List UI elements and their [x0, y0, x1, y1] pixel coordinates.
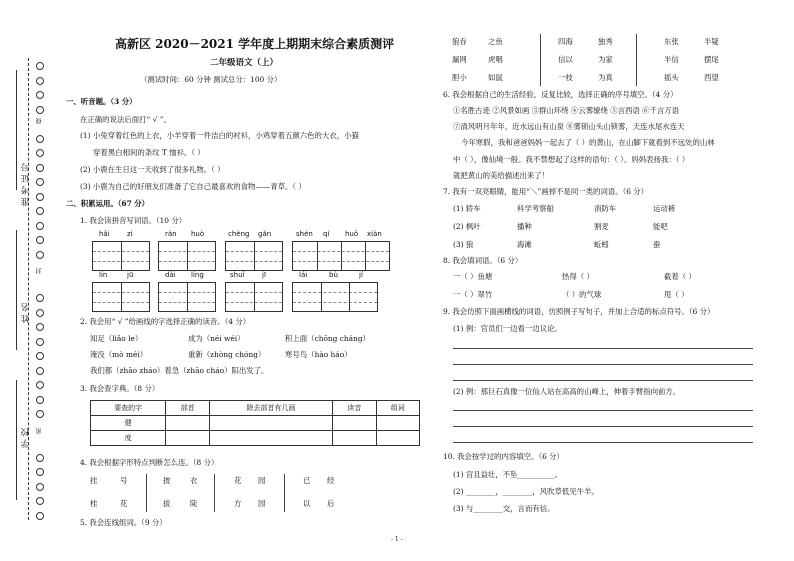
q6-passage-1: 今年寒假，我和爸爸妈妈一起去了（ ）的黄山，在山脚下就看到不远处的山林 [461, 138, 715, 147]
q7-word[interactable]: (1) 轿车 [453, 204, 481, 213]
q7-word[interactable]: 播种 [517, 222, 532, 231]
page-title: 高新区 2020－2021 学年度上期期末综合素质测评 [115, 37, 395, 51]
pinyin-box[interactable]: lín jū [92, 282, 150, 312]
binding-circle [36, 149, 44, 157]
q6-passage-2: 中（ ），像仙境一般。我不禁想起了这样的语句：（ ）。妈妈表扬我：（ ） [453, 155, 690, 164]
q6-options-2: ⑦清风明月年年，近水远山有山泉 ⑧雾锁山头山锁雾，天连水尾水连天 [453, 122, 685, 131]
q4-char[interactable]: 拔 [163, 499, 171, 508]
q10-prompt: 10. 我会按学过的内容填空。（6 分） [443, 452, 564, 461]
exam-meta: （测试时间：60 分钟 测试总分：100 分） [140, 75, 282, 84]
q10-item-3[interactable]: (3) 与________交，言而有信。 [453, 504, 555, 513]
binding-circle [36, 91, 44, 99]
answer-line[interactable] [453, 364, 753, 365]
answer-cell[interactable] [333, 431, 376, 446]
q4-char[interactable]: 以 [303, 499, 311, 508]
q7-word[interactable]: 能吧 [653, 222, 668, 231]
q2-item[interactable]: 淹没（mò méi） [90, 350, 148, 359]
q7-word[interactable]: 蚯蚓 [594, 240, 609, 249]
q4-char[interactable]: 经 [327, 476, 335, 485]
binding-circle [36, 178, 44, 186]
answer-cell[interactable] [209, 431, 332, 446]
q7-prompt: 7. 我有一双亮眼睛，能用“＼”画掉不是同一类的词语。（6 分） [443, 187, 649, 196]
answer-line[interactable] [453, 380, 753, 381]
pinyin-box[interactable]: chèng gǎn [225, 241, 283, 271]
answer-cell[interactable] [376, 431, 419, 446]
q8-blank[interactable]: 截着（ ） [664, 272, 696, 281]
q2-item[interactable]: 我们都（zhāo zháo）着急（zhāo cháo）阳出发了。 [90, 366, 269, 375]
q7-word[interactable]: 割麦 [594, 222, 609, 231]
table-header: 除去部首有几画 [209, 401, 332, 416]
match-word[interactable]: 漏网 [452, 55, 467, 64]
match-word[interactable]: 半疑 [704, 37, 719, 46]
pinyin-box[interactable]: hǎi zi [92, 241, 150, 271]
page-number: - 1 - [391, 536, 403, 543]
table-header: 读音 [333, 401, 376, 416]
answer-cell[interactable] [333, 416, 376, 431]
q8-blank[interactable]: 甩（ ） [664, 290, 689, 299]
q4-char[interactable]: 陡 [190, 499, 198, 508]
s2-question-2: 2. 我会用“ √ ”给画线的字选择正确的读音。（4 分） [80, 317, 251, 326]
s2-question-5: 5. 我会连线组词。（9 分） [80, 518, 167, 527]
q7-word[interactable]: 蚕 [653, 240, 661, 249]
match-word[interactable]: 之鱼 [488, 37, 503, 46]
pinyin-box[interactable]: dài líng [158, 282, 216, 312]
q4-char[interactable]: 方 [234, 499, 242, 508]
match-word[interactable]: 为家 [598, 55, 613, 64]
binding-circle [36, 164, 44, 172]
match-word[interactable]: 胆小 [452, 73, 467, 82]
q8-blank[interactable]: 热得（ ） [562, 272, 594, 281]
q4-char[interactable]: 挂 [90, 476, 98, 485]
q7-word[interactable]: 海滩 [517, 240, 532, 249]
s1-question-3: (3) 小鹿为自己的好朋友们准备了它自己最喜欢的食物——青草。（ ） [80, 182, 306, 191]
answer-cell[interactable] [209, 416, 332, 431]
s1-question-1b: 穿着黑白相间的条纹 T 恤衫。（ ） [93, 148, 205, 157]
answer-line[interactable] [453, 426, 753, 427]
match-word[interactable]: 如鼠 [488, 73, 503, 82]
answer-line[interactable] [453, 442, 753, 443]
binding-circle [36, 193, 44, 201]
table-row [91, 416, 420, 431]
q7-word[interactable]: 运动裤 [653, 204, 676, 213]
binding-circle [36, 207, 44, 215]
seat-number-label: 准考证号 [21, 160, 31, 206]
q2-item[interactable]: 知足（liǎo le） [90, 334, 143, 343]
table-cell: 健 [91, 416, 166, 431]
answer-cell[interactable] [166, 431, 209, 446]
q7-word[interactable]: (3) 狼 [453, 240, 474, 249]
binding-circle [36, 236, 44, 244]
q7-word[interactable]: 科学考察船 [517, 204, 554, 213]
match-word[interactable]: 信以 [558, 55, 573, 64]
binding-circle [36, 62, 44, 70]
section2-heading: 二、积累运用。（67 分） [66, 199, 150, 208]
binding-circle [36, 367, 44, 375]
q4-char[interactable]: 花 [234, 476, 242, 485]
match-word[interactable]: 为真 [598, 73, 613, 82]
match-word[interactable]: 独秀 [598, 37, 613, 46]
match-word[interactable]: 狼吞 [452, 37, 467, 46]
binding-circle [36, 396, 44, 404]
table-header: 部首 [166, 401, 209, 416]
binding-circle [36, 468, 44, 476]
binding-circle [36, 483, 44, 491]
answer-cell[interactable] [166, 416, 209, 431]
q4-char[interactable]: 衣 [190, 476, 198, 485]
q4-char[interactable]: 已 [303, 476, 311, 485]
q4-char[interactable]: 桂 [90, 499, 98, 508]
q2-item[interactable]: 寒号鸟（hào háo） [285, 350, 352, 359]
match-word[interactable]: 西望 [704, 73, 719, 82]
binding-circle [36, 352, 44, 360]
q4-char[interactable]: 花 [120, 499, 128, 508]
section1-intro: 在正确的说法后面打“ √ ”。 [80, 115, 171, 124]
dictionary-table [90, 400, 420, 446]
q2-item[interactable]: 积上面（chōng cháng） [285, 334, 370, 343]
name-line [16, 230, 17, 350]
binding-circle [36, 381, 44, 389]
match-word[interactable]: 摆尾 [704, 55, 719, 64]
binding-circle [36, 512, 44, 520]
match-word[interactable]: 虎咽 [488, 55, 503, 64]
binding-circle [36, 77, 44, 85]
q9-prompt: 9. 我会仿照下面画横线的词语，仿照例子写句子，并加上合适的标点符号。（6 分） [443, 307, 715, 316]
table-cell: 度 [91, 431, 166, 446]
q4-char[interactable]: 后 [327, 499, 335, 508]
school-label: 学校 [21, 425, 31, 448]
seat-number-line [16, 70, 17, 190]
q8-prompt: 8. 我会填词语。（6 分） [443, 256, 523, 265]
binding-circle [36, 294, 44, 302]
section1-heading: 一、听音题。（3 分） [66, 97, 137, 106]
match-word[interactable]: 四海 [558, 37, 573, 46]
match-word[interactable]: 半信 [664, 55, 679, 64]
s1-question-2: (2) 小鹿在生日这一天收到了很多礼物。（ ） [80, 165, 225, 174]
binding-circle [36, 497, 44, 505]
name-label: 姓名 [21, 300, 31, 323]
binding-circle [36, 222, 44, 230]
q10-item-2[interactable]: (2) ________，________，风吹草低见牛羊。 [453, 487, 599, 496]
table-row [91, 431, 420, 446]
q9-example-1: (1) 例：官员们一边看一边议论。 [453, 324, 562, 333]
cut-mark-seal: 封 [36, 268, 43, 274]
q4-char[interactable]: 园 [258, 499, 266, 508]
q2-item[interactable]: 成为（néi wéi） [188, 334, 245, 343]
binding-circle [36, 323, 44, 331]
school-line [16, 380, 17, 500]
cut-mark-secret: 密 [36, 428, 43, 434]
q8-blank[interactable]: （ ）的气球 [562, 290, 602, 299]
s2-question-3: 3. 我会查字典。（8 分） [80, 384, 160, 393]
q7-word[interactable]: (2) 枫叶 [453, 222, 481, 231]
binding-circle [36, 106, 44, 114]
q7-word[interactable]: 消防车 [594, 204, 617, 213]
match-word[interactable]: 摇头 [664, 73, 679, 82]
table-header: 要查的字 [91, 401, 166, 416]
cut-line [28, 58, 29, 520]
match-word[interactable]: 一枝 [558, 73, 573, 82]
q4-char[interactable]: 园 [258, 476, 266, 485]
page-subtitle: 二年级语文（上） [210, 58, 279, 68]
pinyin-box[interactable]: lái bù jí [292, 282, 378, 312]
q6-prompt: 6. 我会根据自己的生活经验，反复比较，选择正确的序号填空。（4 分） [443, 90, 678, 99]
binding-circle [36, 135, 44, 143]
q10-item-1[interactable]: (1) 宫且益壮，不坠__________。 [453, 470, 562, 479]
q6-options-1: ①名胜古迹 ②风景如画 ③群山环绕 ④云雾缭绕 ⑤言西语 ⑥千言万语 [453, 106, 680, 115]
pinyin-box[interactable]: shuǐ jī [225, 282, 283, 312]
match-word[interactable]: 东张 [664, 37, 679, 46]
s2-question-1: 1. 我会读拼音写词语。（10 分） [80, 216, 187, 225]
binding-circle [36, 454, 44, 462]
binding-circle [36, 338, 44, 346]
answer-line[interactable] [453, 348, 753, 349]
s2-question-4: 4. 我会根据字形特点判断怎么连。（8 分） [80, 458, 219, 467]
s1-question-1a: (1) 小兔穿着红色的上衣，小羊穿着一件洁白的衬衫，小鸡穿着五颜六色的大衣，小猫 [80, 131, 359, 140]
pinyin-box[interactable]: rán huò [158, 241, 216, 271]
binding-circle [36, 251, 44, 259]
q4-char[interactable]: 披 [163, 476, 171, 485]
pinyin-box[interactable]: shén qí huǒ xiàn [292, 241, 390, 271]
q8-blank[interactable]: 一（ ）鱼塘 [453, 272, 493, 281]
q8-blank[interactable]: 一（ ）翠竹 [453, 290, 493, 299]
q9-example-2: (2) 例：那巨石真像一位仙人站在高高的山峰上，伸着手臂指向前方。 [453, 387, 681, 396]
q2-item[interactable]: 重新（zhòng chóng） [188, 350, 266, 359]
table-header: 组词 [376, 401, 419, 416]
answer-line[interactable] [453, 410, 753, 411]
binding-circle [36, 410, 44, 418]
answer-cell[interactable] [376, 416, 419, 431]
q6-passage-3: 就把黄山的美给描述出来了！ [453, 171, 550, 180]
binding-circle [36, 309, 44, 317]
cut-mark-line: 线 [36, 118, 43, 124]
q4-char[interactable]: 号 [120, 476, 128, 485]
